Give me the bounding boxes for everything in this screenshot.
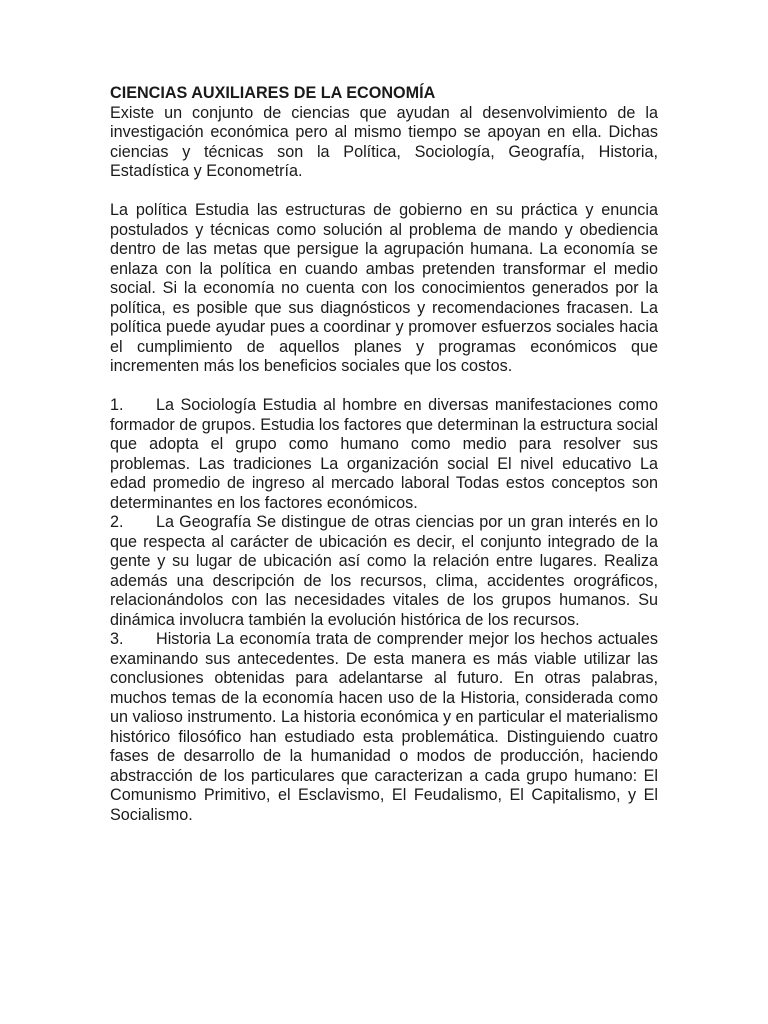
list-item-geografia [110,513,658,630]
document-title: CIENCIAS AUXILIARES DE LA ECONOMÍA [110,84,436,102]
politica-paragraph: La política Estudia las estructuras de gobierno en su práctica y enuncia postulados y técnicas como solución al problema de mando y obediencia dentro de las metas que persigue la agrupación humana. La economía se enlaza con la política en cuando ambas pretenden transformar el medio social. Si la economía no cuenta con los conocimientos generados por la política, es posible que sus diagnósticos y recomendaciones fracasen. La política puede ayudar pues a coordinar y promover esfuerzos sociales hacia el cumplimiento de aquellos planes y programas económicos que incrementen más los beneficios sociales que los costos. [110,201,658,375]
list-item-number: 2. [110,513,124,531]
paragraph-spacer [110,182,658,202]
list-item-text: La Sociología Estudia al hombre en diversas manifestaciones como formador de grupos. Estudia los factores que determinan la estructura social que adopta el grupo como humano como medio para resolver sus problemas. Las tradiciones La organización social El nivel educativo La edad promedio de ingreso al mercado laboral Todas estos conceptos son determinantes en los factores económicos. [110,396,658,512]
list-item-historia [110,630,658,825]
paragraph-spacer [110,377,658,397]
list-item-text: La Geografía Se distingue de otras ciencias por un gran interés en lo que respecta al carácter de ubicación es decir, el conjunto integrado de la gente y su lugar de ubicación así como la relación entre lugares. Realiza además una descripción de los recursos, clima, accidentes orográficos, relacionándolos con las necesidades vitales de los grupos humanos. Su dinámica involucra también la evolución histórica de los recursos. [110,513,658,629]
list-item-sociologia [110,396,658,513]
list-item-number: 3. [110,630,124,648]
document-page [110,84,658,825]
list-item-text: Historia La economía trata de comprender mejor los hechos actuales examinando sus antecedentes. De esta manera es más viable utilizar las conclusiones obtenidas para adelantarse al futuro. En otras palabras, muchos temas de la economía hacen uso de la Historia, considerada como un valioso instrumento. La historia económica y en particular el materialismo histórico filosófico han estudiado esta problemática. Distinguiendo cuatro fases de desarrollo de la humanidad o modos de producción, haciendo abstracción de los particulares que caracterizan a cada grupo humano: El Comunismo Primitivo, el Esclavismo, El Feudalismo, El Capitalismo, y El Socialismo. [110,630,658,824]
list-item-number: 1. [110,396,124,414]
intro-paragraph: Existe un conjunto de ciencias que ayudan al desenvolvimiento de la investigación económica pero al mismo tiempo se apoyan en ella. Dichas ciencias y técnicas son la Política, Sociología, Geografía, Historia, Estadística y Econometría. [110,103,658,180]
